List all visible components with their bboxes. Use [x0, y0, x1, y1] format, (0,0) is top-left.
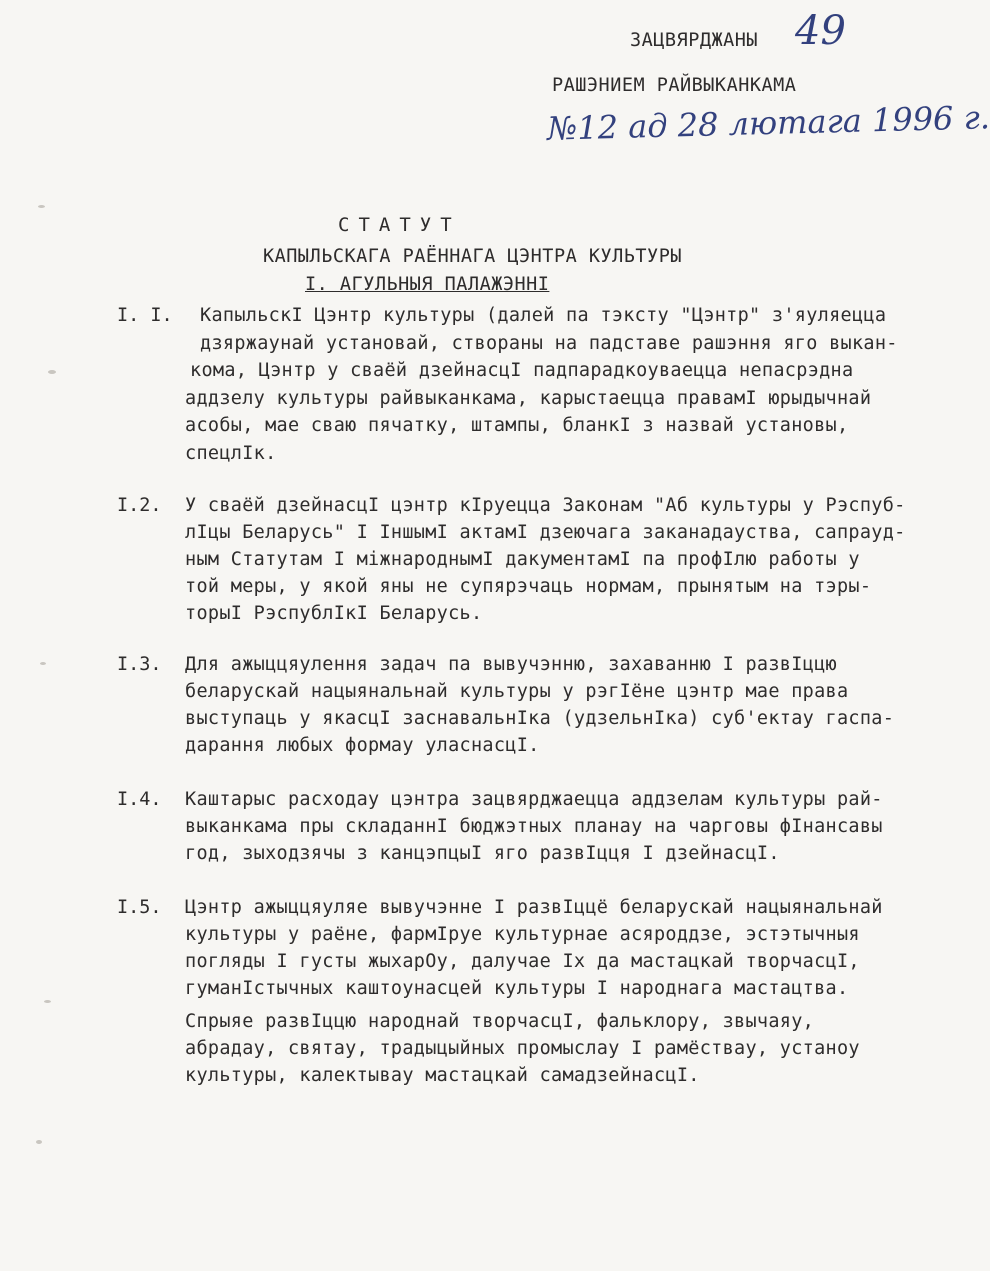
paragraph-line: гуманIстычных каштоунасцей культуры I народнага мастацтва.: [185, 978, 849, 999]
paragraph-number: I. I.: [117, 305, 173, 326]
paragraph-line: У сваёй дзейнасцI цэнтр кIруецца Законам "Аб культуры у Рэспуб-: [185, 495, 906, 516]
paragraph-line: погляды I густы жыхарОу, далучае Iх да мастацкай творчасцI,: [185, 951, 860, 972]
paragraph-number: I.3.: [117, 654, 162, 675]
section-heading: I. АГУЛЬНЫЯ ПАЛАЖЭННI: [305, 274, 550, 295]
paragraph-line: культуры у раёне, фармIруе культурнае асяроддзе, эстэтычныя: [185, 924, 860, 945]
paragraph-line: Спрыяе развIццю народнай творчасцI, фальклору, звычаяу,: [185, 1011, 815, 1032]
scan-speck: [40, 662, 46, 665]
paragraph-line: год, зыходзячы з канцэпцыI яго развIцця I дзейнасцI.: [185, 843, 780, 864]
paragraph-line: дзяржаунай установай, створаны на падставе рашэння яго выкан-: [200, 333, 898, 354]
scan-speck: [48, 370, 56, 374]
paragraph-line: кома, Цэнтр у сваёй дзейнасцI падпарадкоуваецца непасрэдна: [190, 360, 854, 381]
scan-speck: [36, 1140, 42, 1144]
paragraph-line: выканкама пры складаннI бюджэтных планау на чарговы фIнансавы: [185, 816, 883, 837]
paragraph-number: I.4.: [117, 789, 162, 810]
paragraph-line: абрадау, святау, традыцыйных промыслау I рамёствау, устаноу: [185, 1038, 860, 1059]
paragraph-line: спецлIк.: [185, 443, 277, 464]
paragraph-line: Цэнтр ажыццяуляе вывучэнне I развIццё беларускай нацыянальнай: [185, 897, 883, 918]
paragraph-line: лIцы Беларусь" I IншымI актамI дзеючага заканадауства, сапрауд-: [185, 522, 906, 543]
paragraph-line: аддзелу культуры райвыканкама, карыстаецца правамI юрыдычнай: [185, 388, 872, 409]
scan-speck: [38, 205, 45, 208]
paragraph-line: КапыльскI Цэнтр культуры (далей па тэксту "Цэнтр" з'яуляецца: [200, 305, 887, 326]
paragraph-line: Для ажыццяулення задач па вывучэнню, захаванню I развIццю: [185, 654, 837, 675]
paragraph-line: дарання любых формау уласнасцI.: [185, 735, 540, 756]
document-title: СТАТУТ: [338, 214, 461, 236]
paragraph-line: культуры, калектывау мастацкай самадзейнасцI.: [185, 1065, 700, 1086]
approval-decision-line: РАШЭНИЕМ РАЙВЫКАНКАМА: [552, 75, 797, 96]
paragraph-number: I.5.: [117, 897, 162, 918]
paragraph-number: I.2.: [117, 495, 162, 516]
paragraph-line: беларускай нацыянальнай культуры у рэгIёне цэнтр мае права: [185, 681, 849, 702]
paragraph-line: торыI РэспублIкI Беларусь.: [185, 603, 483, 624]
paragraph-line: той меры, у якой яны не супярэчаць нормам, прынятым на тэры-: [185, 576, 872, 597]
paragraph-line: асобы, мае сваю пячатку, штампы, бланкI з назвай установы,: [185, 415, 849, 436]
paragraph-line: выступаць у якасцI заснавальнIка (удзельнIка) суб'ектау гаспа-: [185, 708, 895, 729]
document-subtitle: КАПЫЛЬСКАГА РАЁННАГА ЦЭНТРА КУЛЬТУРЫ: [263, 246, 682, 267]
paragraph-line: ным Статутам I мiжнароднымI дакументамI па профIлю работы у: [185, 549, 860, 570]
paragraph-line: Каштарыс расходау цэнтра зацвярджаецца аддзелам культуры рай-: [185, 789, 883, 810]
handwritten-page-number: 49: [795, 8, 846, 54]
scan-speck: [44, 1000, 51, 1003]
approval-stamp-line: ЗАЦВЯРДЖАНЫ: [630, 30, 759, 51]
handwritten-decision-number: №12 ад 28 лютага 1996 г.: [546, 98, 990, 148]
